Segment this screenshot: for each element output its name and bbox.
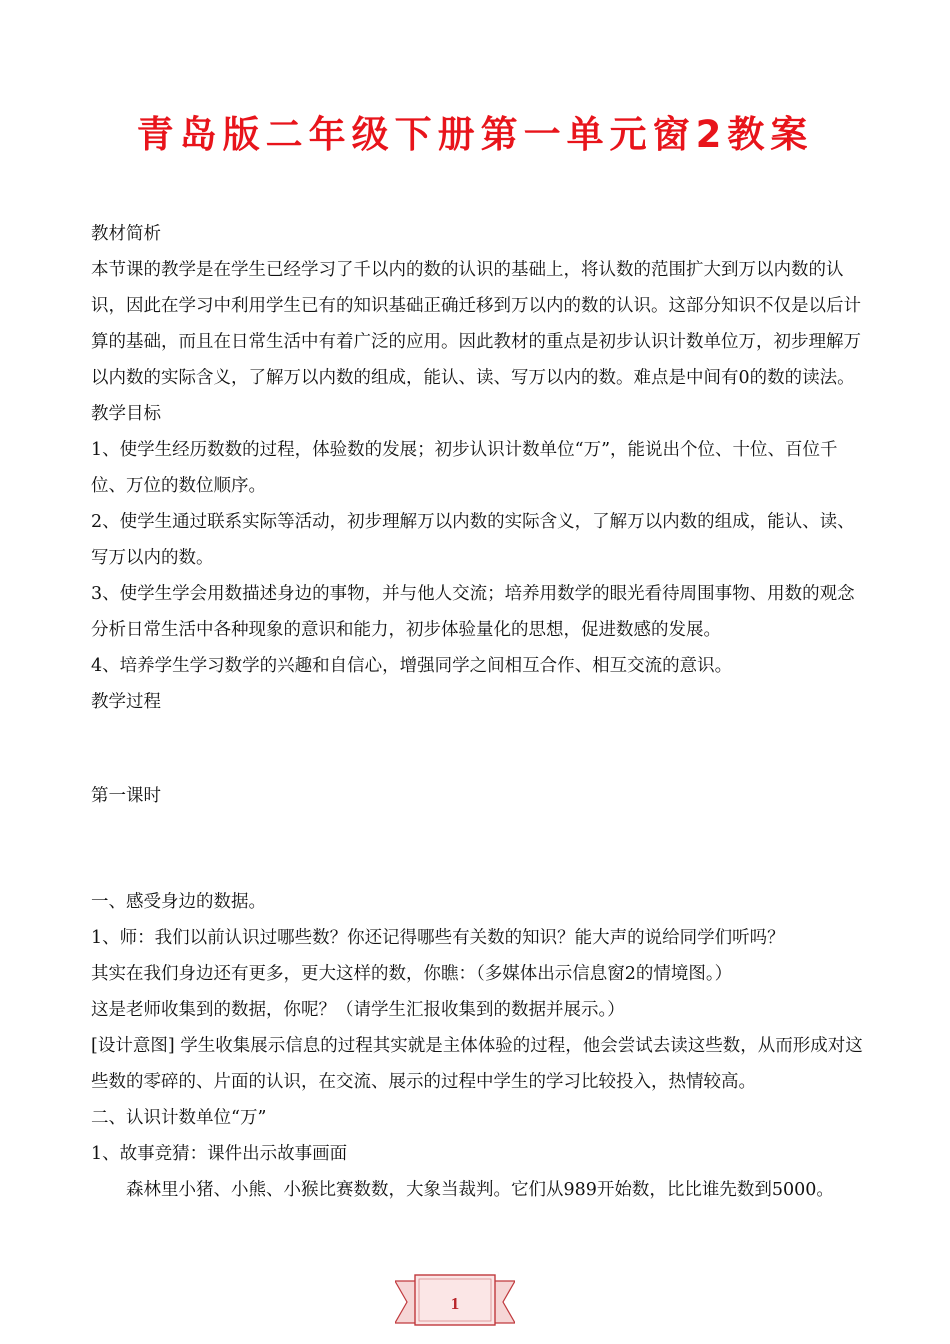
page-number-badge	[395, 1271, 515, 1333]
story-paragraph: 森林里小猪、小熊、小猴比赛数数，大象当裁判。它们从989开始数，比比谁先数到5000。	[126, 1180, 834, 1200]
section-heading-1: 一、感受身边的数据。	[91, 892, 266, 912]
page-number: 1	[450, 1294, 460, 1313]
goal-item-4: 4、培养学生学习数学的兴趣和自信心，增强同学之间相互合作、相互交流的意识。	[91, 656, 733, 676]
document-body	[91, 216, 871, 1208]
document-title: 青岛版二年级下册第一单元窗2教案	[136, 113, 814, 156]
heading-teaching-goals: 教学目标	[91, 404, 161, 424]
spacer	[91, 814, 871, 884]
goal-item-2: 2、使学生通过联系实际等活动，初步理解万以内数的实际含义，了解万以内数的组成，能认、读、写万以内的数。	[91, 512, 855, 568]
paragraph: 这是老师收集到的数据，你呢？（请学生汇报收集到的数据并展示。）	[91, 1000, 625, 1020]
spacer	[91, 720, 871, 778]
heading-first-lesson: 第一课时	[91, 786, 161, 806]
design-intent-paragraph: [设计意图] 学生收集展示信息的过程其实就是主体体验的过程，他会尝试去读这些数，从而形成对这些数的零碎的、片面的认识，在交流、展示的过程中学生的学习比较投入，热情较高。	[91, 1036, 863, 1092]
paragraph: 其实在我们身边还有更多，更大这样的数，你瞧：（多媒体出示信息窗2的情境图。）	[91, 964, 733, 984]
goal-item-1: 1、使学生经历数数的过程，体验数的发展；初步认识计数单位“万”，能说出个位、十位、百位千位、万位的数位顺序。	[91, 440, 838, 496]
paragraph: 1、故事竞猜：课件出示故事画面	[91, 1144, 348, 1164]
heading-teaching-process: 教学过程	[91, 692, 161, 712]
paragraph: 1、师：我们以前认识过哪些数？你还记得哪些有关数的知识？能大声的说给同学们听吗？	[91, 928, 785, 948]
paragraph-material-analysis: 本节课的教学是在学生已经学习了千以内的数的认识的基础上，将认数的范围扩大到万以内数的认识，因此在学习中利用学生已有的知识基础正确迁移到万以内的数的认识。这部分知识不仅是以后计算的基础，而且在日常生活中有着广泛的应用。因此教材的重点是初步认识计数单位万，初步理解万以内数的实际含义，了解万以内数的组成，能认、读、写万以内的数。难点是中间有0的数的读法。	[91, 260, 861, 388]
heading-material-analysis: 教材简析	[91, 224, 161, 244]
goal-item-3: 3、使学生学会用数描述身边的事物，并与他人交流；培养用数学的眼光看待周围事物、用数的观念分析日常生活中各种现象的意识和能力，初步体验量化的思想，促进数感的发展。	[91, 584, 855, 640]
section-heading-2: 二、认识计数单位“万”	[91, 1108, 267, 1128]
